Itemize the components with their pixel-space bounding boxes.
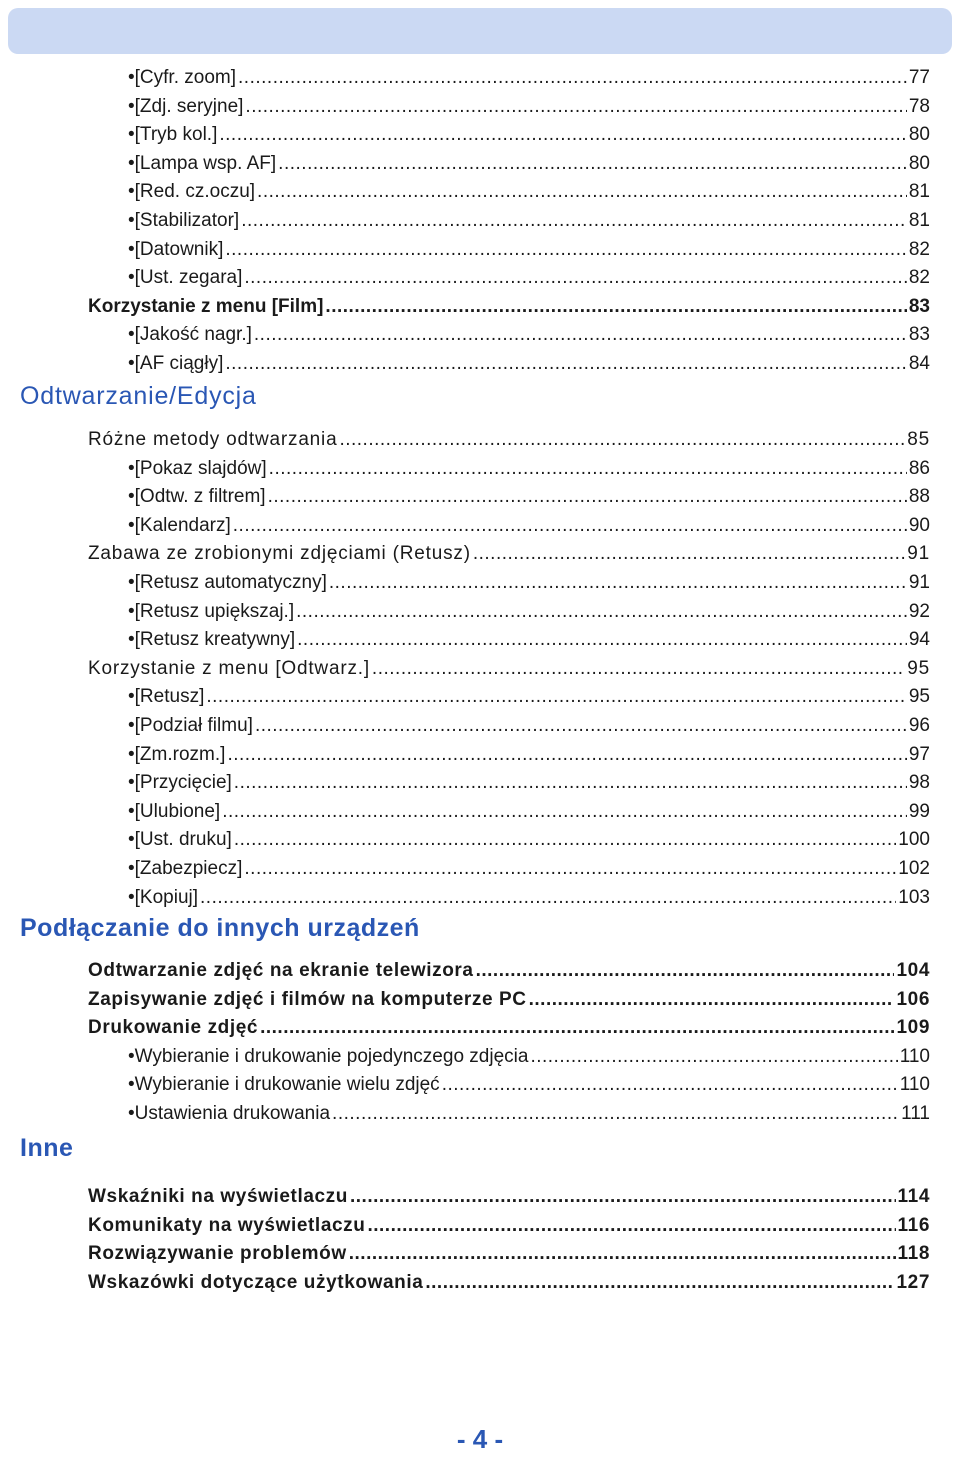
dot-leader <box>268 483 907 511</box>
dot-leader <box>225 350 907 378</box>
toc-entry-page: 110 <box>899 1074 930 1096</box>
toc-entry-page: 82 <box>908 238 930 260</box>
dot-leader <box>442 1071 898 1099</box>
toc-entry-label: [Retusz] <box>134 686 205 708</box>
toc-subentry[interactable] <box>0 683 960 711</box>
toc-entry-label: Komunikaty na wyświetlaczu <box>88 1214 366 1236</box>
dot-leader <box>244 264 906 292</box>
dot-leader <box>234 769 907 797</box>
dot-leader <box>244 855 896 883</box>
toc-entry-page: 100 <box>898 829 930 851</box>
toc-entry-page: 82 <box>908 267 930 289</box>
dot-leader <box>278 150 907 178</box>
toc-entry-label: [Ust. zegara] <box>134 267 243 289</box>
toc-subentry[interactable] <box>0 1071 960 1099</box>
toc-subentry[interactable] <box>0 741 960 769</box>
dot-leader <box>473 540 905 568</box>
toc-entry-label: Zapisywanie zdjęć i filmów na komputerze PC <box>88 988 527 1010</box>
toc-subentry[interactable] <box>0 855 960 883</box>
toc-entry-label: [Ust. druku] <box>134 829 232 851</box>
toc-entry-page: 99 <box>908 800 930 822</box>
toc-subentry[interactable] <box>0 569 960 597</box>
bullet-icon: • <box>128 514 135 536</box>
toc-entry-page: 116 <box>897 1214 930 1236</box>
toc-entry-label: [Retusz upiększaj.] <box>134 600 295 622</box>
toc-entry-label: [Podział filmu] <box>134 715 253 736</box>
toc-entry-page: 98 <box>908 772 930 794</box>
toc-entry-label: Rozwiązywanie problemów <box>88 1243 347 1265</box>
toc-entry[interactable] <box>0 540 960 568</box>
toc-subentry[interactable] <box>0 150 960 178</box>
toc-entry-page: 94 <box>908 629 930 651</box>
toc-subentry[interactable] <box>0 207 960 235</box>
dot-leader <box>227 741 906 769</box>
dot-leader <box>367 1212 895 1240</box>
bullet-icon: • <box>128 1103 135 1124</box>
bullet-icon: • <box>128 629 135 651</box>
toc-entry-label: [AF ciągły] <box>134 353 224 374</box>
toc-entry-label: [Ulubione] <box>134 800 221 822</box>
dot-leader <box>257 178 907 206</box>
dot-leader <box>350 1183 896 1211</box>
bullet-icon: • <box>128 886 135 908</box>
toc-subentry[interactable] <box>0 64 960 92</box>
toc-entry-page: 127 <box>896 1271 930 1293</box>
bullet-icon: • <box>128 95 135 117</box>
bullet-icon: • <box>128 743 135 765</box>
toc-subentry[interactable] <box>0 236 960 264</box>
toc-subentry[interactable] <box>0 626 960 654</box>
toc-entry-page: 97 <box>908 743 930 765</box>
toc-entry-page: 78 <box>908 95 930 117</box>
toc-entry-label: [Zdj. seryjne] <box>134 95 244 117</box>
toc-entry-page: 103 <box>898 886 930 908</box>
bullet-icon: • <box>128 1045 135 1067</box>
toc-entry-page: 83 <box>908 324 930 346</box>
dot-leader <box>372 655 905 683</box>
toc-entry-label: [Zabezpiecz] <box>134 858 243 879</box>
dot-leader <box>297 626 907 654</box>
toc-subentry[interactable] <box>0 264 960 292</box>
toc-subentry[interactable] <box>0 321 960 349</box>
toc-entry[interactable] <box>0 293 960 321</box>
toc-entry[interactable] <box>0 1269 960 1297</box>
dot-leader <box>255 712 907 740</box>
dot-leader <box>476 957 895 985</box>
toc-entry-page: 77 <box>908 67 930 88</box>
toc-entry-page: 91 <box>907 543 930 565</box>
toc-subentry[interactable] <box>0 483 960 511</box>
toc-entry-page: 90 <box>908 514 930 536</box>
bullet-icon: • <box>128 772 135 794</box>
toc-entry-label: [Odtw. z filtrem] <box>134 486 266 508</box>
toc-subentry[interactable] <box>0 1043 960 1071</box>
bullet-icon: • <box>128 210 135 231</box>
toc-entry-label: [Kalendarz] <box>134 514 231 536</box>
toc-entry-label: [Datownik] <box>134 238 224 260</box>
dot-leader <box>245 93 906 121</box>
toc-entry-page: 114 <box>897 1186 930 1207</box>
dot-leader <box>260 1014 894 1042</box>
dot-leader <box>530 1043 897 1071</box>
toc-subentry[interactable] <box>0 178 960 206</box>
toc-entry-page: 102 <box>898 858 930 879</box>
toc-entry-page: 96 <box>908 715 930 736</box>
dot-leader <box>233 512 907 540</box>
toc-entry-page: 83 <box>908 295 930 317</box>
toc-entry-page: 118 <box>897 1243 930 1265</box>
toc-entry-label: [Pokaz slajdów] <box>134 457 267 479</box>
toc-entry-page: 80 <box>908 124 930 146</box>
toc-entry-label: [Tryb kol.] <box>134 124 218 146</box>
toc-entry-label: Odtwarzanie zdjęć na ekranie telewizora <box>88 960 474 981</box>
bullet-icon: • <box>128 486 135 508</box>
section-heading: Podłączanie do innych urządzeń <box>20 914 420 942</box>
dot-leader <box>200 884 896 912</box>
bullet-icon: • <box>128 124 135 146</box>
toc-entry-page: 91 <box>908 572 930 593</box>
bullet-icon: • <box>128 457 135 479</box>
toc-entry-page: 106 <box>896 988 930 1010</box>
toc-subentry[interactable] <box>0 1100 960 1128</box>
dot-leader <box>225 236 907 264</box>
toc-entry-page: 95 <box>907 657 930 679</box>
dot-leader <box>529 986 895 1014</box>
dot-leader <box>254 321 907 349</box>
toc-entry-label: Korzystanie z menu [Film] <box>88 295 324 317</box>
dot-leader <box>349 1240 896 1268</box>
toc-entry[interactable] <box>0 1014 960 1042</box>
toc-entry-page: 81 <box>908 181 930 203</box>
bullet-icon: • <box>128 829 135 851</box>
toc-entry[interactable] <box>0 986 960 1014</box>
toc-entry-page: 95 <box>908 686 930 708</box>
toc-entry-page: 109 <box>896 1017 930 1039</box>
dot-leader <box>425 1269 894 1297</box>
dot-leader <box>329 569 907 597</box>
toc-entry-label: Drukowanie zdjęć <box>88 1017 259 1039</box>
toc-entry-page: 88 <box>908 486 930 508</box>
toc-entry-label: [Retusz automatyczny] <box>134 572 327 593</box>
toc-entry-label: Wybieranie i drukowanie pojedynczego zdjęcia <box>134 1045 529 1067</box>
bullet-icon: • <box>128 181 135 203</box>
toc-entry-label: Wybieranie i drukowanie wielu zdjęć <box>134 1074 440 1096</box>
toc-entry-page: 104 <box>896 960 930 981</box>
toc-entry-label: [Zm.rozm.] <box>134 743 226 765</box>
toc-entry-label: Zabawa ze zrobionymi zdjęciami (Retusz) <box>88 543 471 565</box>
bullet-icon: • <box>128 152 135 174</box>
toc-subentry[interactable] <box>0 884 960 912</box>
toc-subentry[interactable] <box>0 826 960 854</box>
dot-leader <box>325 293 906 321</box>
toc-entry-label: [Kopiuj] <box>134 886 199 908</box>
toc-entry-page: 86 <box>908 457 930 479</box>
dot-leader <box>238 64 907 92</box>
toc-entry-label: [Cyfr. zoom] <box>134 67 237 88</box>
toc-entry-page: 81 <box>908 210 930 231</box>
dot-leader <box>296 598 907 626</box>
toc-entry[interactable] <box>0 1240 960 1268</box>
bullet-icon: • <box>128 715 135 736</box>
toc-subentry[interactable] <box>0 769 960 797</box>
toc-subentry[interactable] <box>0 712 960 740</box>
toc-entry-label: Wskaźniki na wyświetlaczu <box>88 1186 348 1207</box>
section-heading: Inne <box>20 1134 74 1162</box>
toc-entry[interactable] <box>0 1183 960 1211</box>
bullet-icon: • <box>128 1074 135 1096</box>
section-heading: Odtwarzanie/Edycja <box>20 382 257 410</box>
toc-entry-page: 111 <box>901 1103 930 1124</box>
bullet-icon: • <box>128 572 135 593</box>
toc-entry-label: [Retusz kreatywny] <box>134 629 296 651</box>
toc-entry[interactable] <box>0 957 960 985</box>
toc-entry-label: [Lampa wsp. AF] <box>134 152 277 174</box>
toc-entry-label: [Przycięcie] <box>134 772 232 794</box>
toc-subentry[interactable] <box>0 512 960 540</box>
bullet-icon: • <box>128 353 135 374</box>
toc-entry-page: 84 <box>908 353 930 374</box>
toc-entry[interactable] <box>0 426 960 454</box>
toc-entry-label: Ustawienia drukowania <box>134 1103 331 1124</box>
bullet-icon: • <box>128 267 135 289</box>
page-number: - 4 - <box>456 1424 504 1454</box>
toc-subentry[interactable] <box>0 121 960 149</box>
bullet-icon: • <box>128 686 135 708</box>
dot-leader <box>206 683 907 711</box>
bullet-icon: • <box>128 600 135 622</box>
toc-entry-label: [Jakość nagr.] <box>134 324 252 346</box>
dot-leader <box>234 826 896 854</box>
toc-entry-page: 80 <box>908 152 930 174</box>
bullet-icon: • <box>128 238 135 260</box>
toc-entry-page: 110 <box>899 1045 930 1067</box>
toc-entry-label: Wskazówki dotyczące użytkowania <box>88 1271 424 1293</box>
toc-subentry[interactable] <box>0 798 960 826</box>
dot-leader <box>222 798 907 826</box>
toc-entry-label: Korzystanie z menu [Odtwarz.] <box>88 657 370 679</box>
toc-entry-label: [Stabilizator] <box>134 210 240 231</box>
dot-leader <box>332 1100 899 1128</box>
toc-subentry[interactable] <box>0 598 960 626</box>
toc-subentry[interactable] <box>0 93 960 121</box>
bullet-icon: • <box>128 67 135 88</box>
toc-entry[interactable] <box>0 1212 960 1240</box>
toc-subentry[interactable] <box>0 455 960 483</box>
dot-leader <box>219 121 907 149</box>
bullet-icon: • <box>128 800 135 822</box>
toc-subentry[interactable] <box>0 350 960 378</box>
toc-entry-label: [Red. cz.oczu] <box>134 181 256 203</box>
toc-entry-page: 92 <box>908 600 930 622</box>
bullet-icon: • <box>128 858 135 879</box>
toc-entry[interactable] <box>0 655 960 683</box>
bullet-icon: • <box>128 324 135 346</box>
header-band <box>8 8 952 54</box>
toc-entry-page: 85 <box>907 429 930 450</box>
dot-leader <box>269 455 907 483</box>
dot-leader <box>241 207 907 235</box>
dot-leader <box>339 426 905 454</box>
toc-entry-label: Różne metody odtwarzania <box>88 429 338 450</box>
